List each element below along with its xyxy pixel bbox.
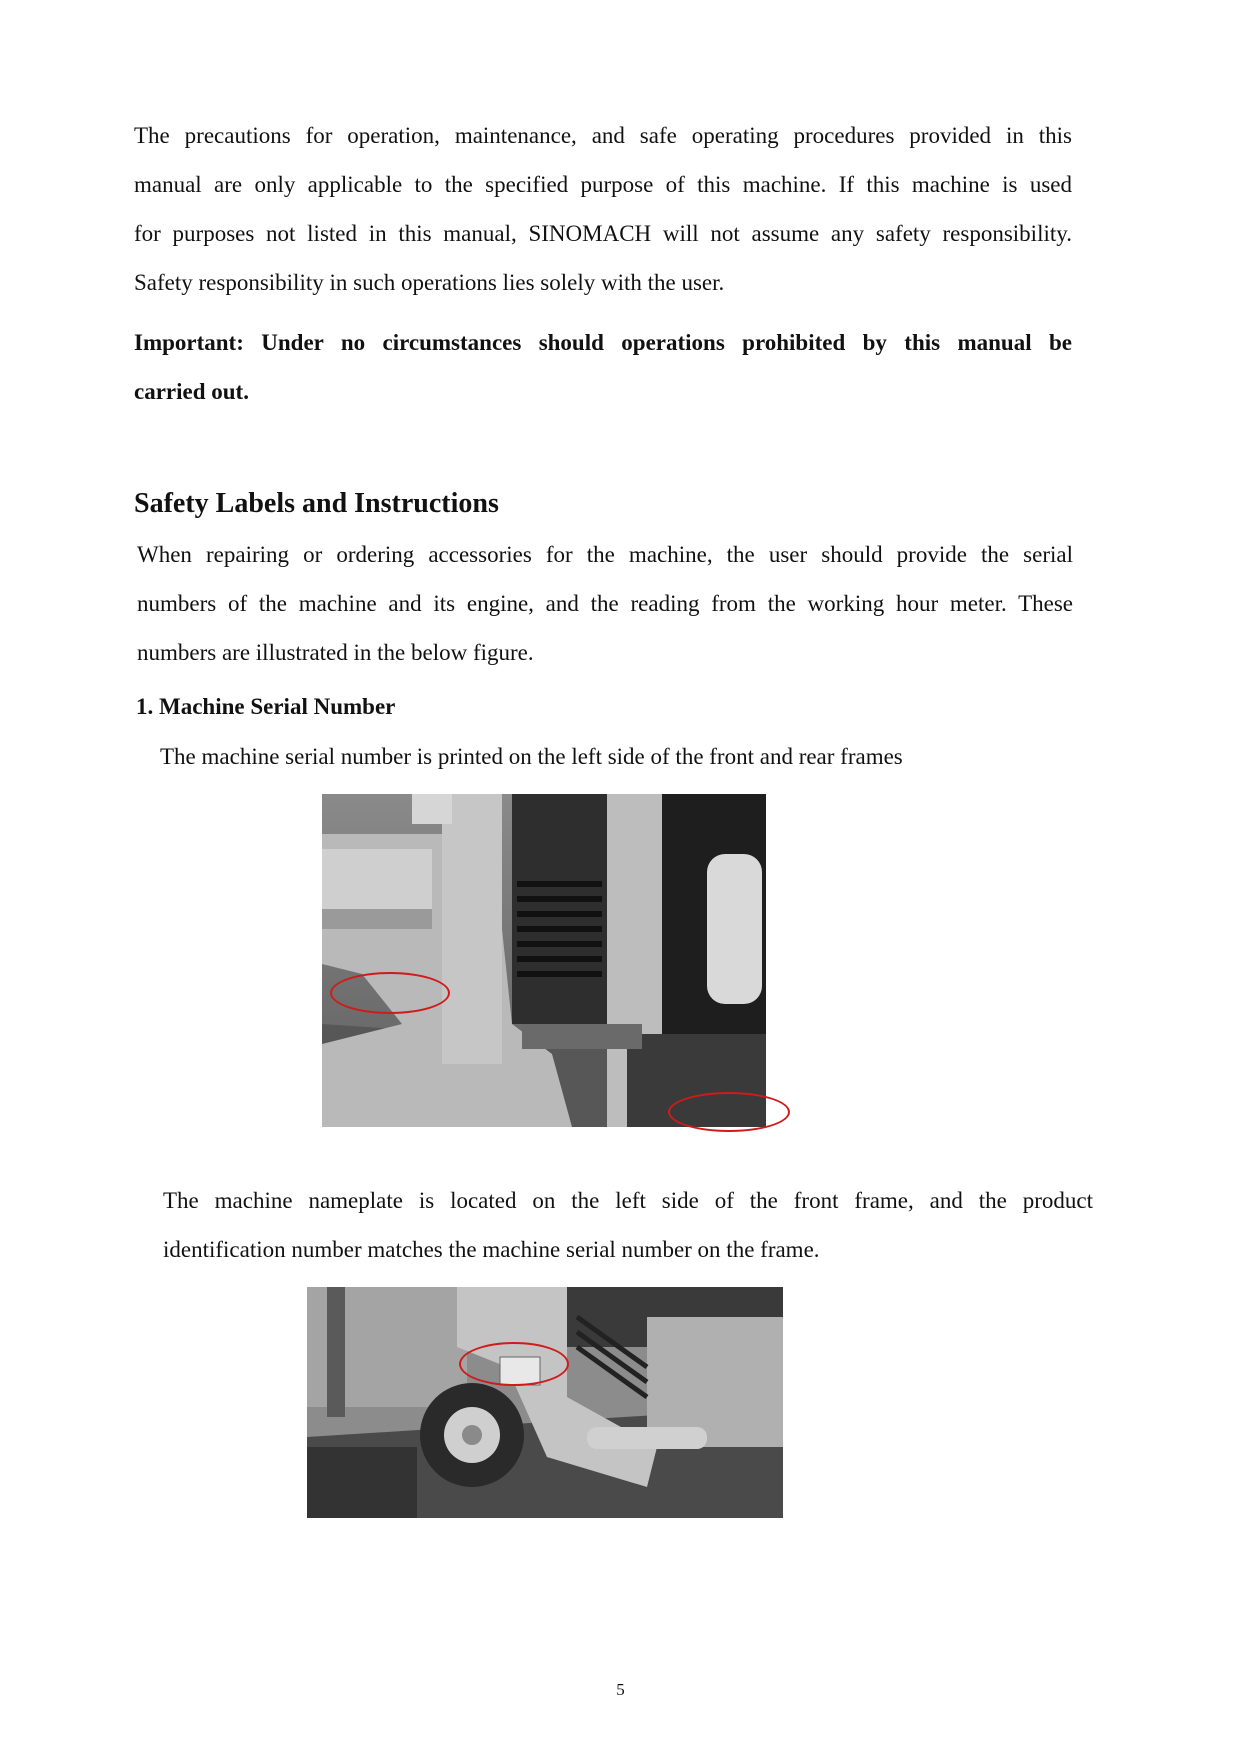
highlight-ellipse xyxy=(668,1092,790,1132)
subsection-line: The machine serial number is printed on the left side of the front and rear frames xyxy=(160,744,903,769)
important-notice xyxy=(134,318,1072,416)
section-line: When repairing or ordering accessories for the machine, the user should provide the serial xyxy=(137,542,1073,567)
highlight-ellipse xyxy=(330,972,450,1014)
nameplate-paragraph xyxy=(163,1176,1093,1274)
nameplate-line: The machine nameplate is located on the left side of the front frame, and the product xyxy=(163,1188,1093,1213)
nameplate-photo xyxy=(307,1287,783,1518)
subsection-title: 1. Machine Serial Number xyxy=(136,694,396,719)
important-line: Important: Under no circumstances should operations prohibited by this manual be xyxy=(134,330,1072,355)
intro-line: manual are only applicable to the specified purpose of this machine. If this machine is used xyxy=(134,172,1072,197)
nameplate-line: identification number matches the machine serial number on the frame. xyxy=(163,1237,820,1262)
section-title: Safety Labels and Instructions xyxy=(134,488,499,519)
section-line: numbers of the machine and its engine, and the reading from the working hour meter. These xyxy=(137,591,1073,616)
intro-paragraph xyxy=(134,111,1072,307)
highlight-ellipse xyxy=(459,1342,569,1386)
frame-serial-illustration xyxy=(322,794,766,1127)
intro-line: for purposes not listed in this manual, SINOMACH will not assume any safety responsibility. xyxy=(134,221,1072,246)
page-number: 5 xyxy=(616,1680,625,1699)
subsection-text xyxy=(160,732,1098,781)
frame-serial-photo xyxy=(322,794,766,1127)
section-line: numbers are illustrated in the below figure. xyxy=(137,640,534,665)
nameplate-illustration xyxy=(307,1287,783,1518)
important-line: carried out. xyxy=(134,379,249,404)
intro-line: The precautions for operation, maintenance, and safe operating procedures provided in this xyxy=(134,123,1072,148)
section-paragraph xyxy=(137,530,1073,677)
intro-line: Safety responsibility in such operations lies solely with the user. xyxy=(134,270,725,295)
